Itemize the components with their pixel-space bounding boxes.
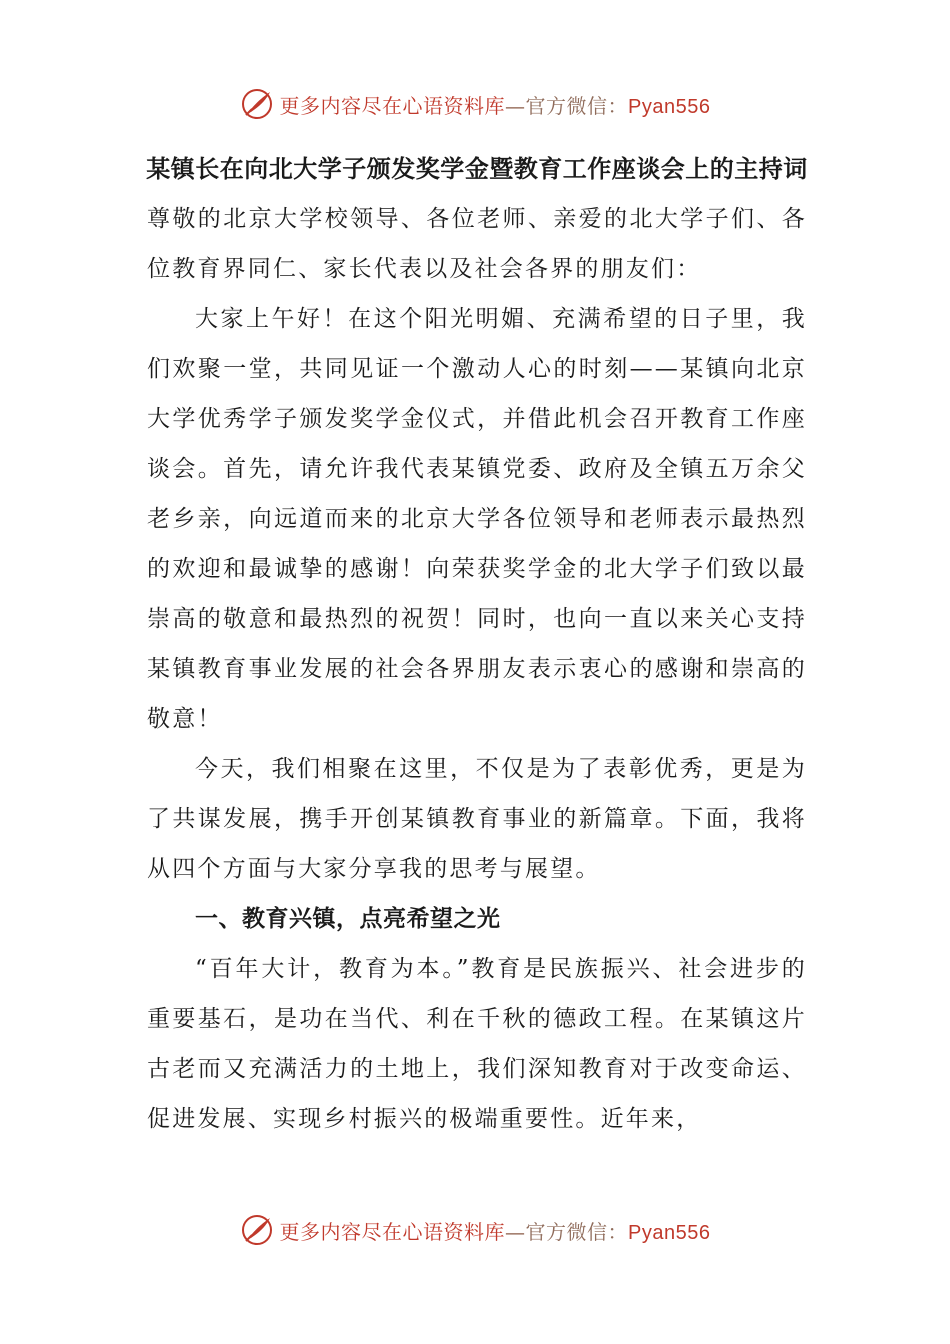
section-paragraph: “百年大计，教育为本。”教育是民族振兴、社会进步的重要基石，是功在当代、利在千秋的德政工程。在某镇这片古老而又充满活力的土地上，我们深知教育对于改变命运、促进发展、实现乡村振兴的极端重要性。近年来， (147, 956, 807, 1132)
quill-pen-icon (240, 1213, 274, 1247)
document-body (147, 145, 807, 1144)
banner-official-label: 官方微信： (525, 93, 629, 118)
section-heading: 一、教育兴镇，点亮希望之光 (195, 906, 501, 932)
banner-main-text: 更多内容尽在心语资料库 (279, 93, 506, 118)
banner-wechat-id: Pyan556 (628, 1221, 711, 1244)
quill-pen-icon (240, 87, 274, 121)
document-title: 某镇长在向北大学子颁发奖学金暨教育工作座谈会上的主持词 (146, 155, 808, 183)
paragraph-1: 大家上午好！在这个阳光明媚、充满希望的日子里，我们欢聚一堂，共同见证一个激动人心的时刻——某镇向北京大学优秀学子颁发奖学金仪式，并借此机会召开教育工作座谈会。首先，请允许我代表某镇党委、政府及全镇五万余父老乡亲，向远道而来的北京大学各位领导和老师表示最热烈的欢迎和最诚挚的感谢！向荣获奖学金的北大学子们致以最崇高的敬意和最热烈的祝贺！同时，也向一直以来关心支持某镇教育事业发展的社会各界朋友表示衷心的感谢和崇高的敬意！ (147, 306, 807, 732)
banner-text (280, 1216, 711, 1245)
banner-wechat-id: Pyan556 (628, 95, 711, 118)
header-banner (0, 82, 950, 126)
banner-official-label: 官方微信： (525, 1219, 629, 1244)
banner-main-text: 更多内容尽在心语资料库 (279, 1219, 506, 1244)
salutation: 尊敬的北京大学校领导、各位老师、亲爱的北大学子们、各位教育界同仁、家长代表以及社会各界的朋友们： (147, 206, 807, 282)
banner-dash: — (505, 93, 526, 118)
banner-dash: — (505, 1219, 526, 1244)
footer-banner (0, 1208, 950, 1252)
paragraph-2: 今天，我们相聚在这里，不仅是为了表彰优秀，更是为了共谋发展，携手开创某镇教育事业的新篇章。下面，我将从四个方面与大家分享我的思考与展望。 (147, 756, 807, 882)
banner-text (280, 90, 711, 119)
